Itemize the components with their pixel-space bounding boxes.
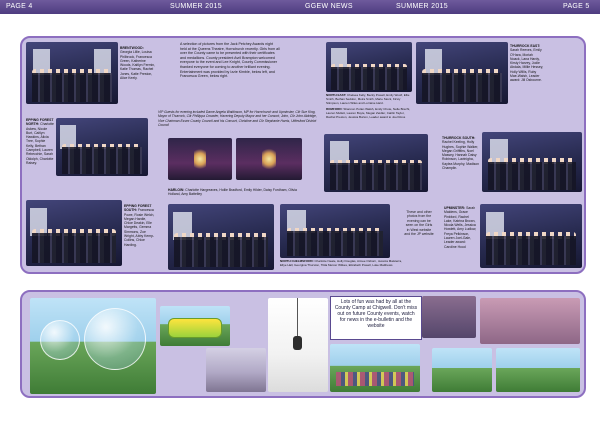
- thurrock-east-photo: [416, 42, 508, 104]
- epping-north-names: Charlotte Askew, Nicole Burt, Caitlyn Hawkins, Alicia Tree, Sophie Kelly, Bethan Campbell, Lauren Rebecchie, Sarah Oldolph, Charlotte Raisey.: [26, 122, 54, 165]
- francesca-green-photo: [236, 138, 302, 180]
- craft-photo: [422, 296, 476, 338]
- romford-title: ROMFORD:: [326, 107, 343, 111]
- thurrock-east-caption: [510, 44, 544, 83]
- harlow-names: Charlotte Hargreaves, Hollie Bradford, Emily Hilder, Daisy Fordham, Olivia Holland, Amy Battelley: [168, 188, 297, 197]
- epping-south-title: EPPING FOREST SOUTH:: [124, 204, 152, 213]
- epping-north-photo: [56, 118, 148, 176]
- harlow-caption: [168, 188, 302, 197]
- left-season: SUMMER 2015: [170, 3, 222, 10]
- right-season: SUMMER 2015: [396, 3, 448, 10]
- camp-activity-photo: [206, 348, 266, 392]
- brentwood-caption: [120, 46, 156, 80]
- thurrock-south-photo: [482, 132, 582, 192]
- north-chelmsford-photo: [280, 204, 390, 258]
- north-east-title: NORTH EAST:: [326, 93, 347, 97]
- brentwood-photo: [26, 42, 118, 104]
- vip-text: VIP Guests for evening included Dame Angela Watkinson, MP for Hornchurch and Upminster, Cllr Sue King, Mayor of Thurrock, Cllr Phillippa Crowder, Havering Deputy Mayor and her Consort, John, Cllr John Aldridge, Vice Chairman Essex County Council and his Consort, Christine and Cllr Stephanie Harris, Uttlesford District Council: [158, 110, 317, 127]
- epping-south-photo: [26, 200, 122, 266]
- awards-panel: [20, 36, 586, 274]
- north-east-caption: [326, 94, 412, 105]
- upminster-caption: [444, 206, 478, 249]
- thurrock-south-caption: [442, 136, 480, 170]
- north-east-names: Chelsea Kelly, Becky Powell, Emily Woolf, Ellie Smith, Bethan Seddon, Moira Smith, Marie Stock, Kirsty Stimpson, Lauren Wiles and Lorraine Hard.: [326, 93, 410, 105]
- right-page-number: PAGE 5: [563, 3, 590, 10]
- camp-panel: [20, 290, 586, 398]
- brentwood-title: BRENTWOOD:: [120, 46, 144, 50]
- climbing-photo: [268, 298, 328, 392]
- bouncy-castle-photo: [160, 306, 230, 346]
- romford-photo: [324, 134, 428, 192]
- field-games-photo: [432, 348, 492, 392]
- epping-north-caption: [26, 118, 54, 165]
- epping-south-names: Francesca Powe, Rosie Welch, Megan Hardie, Chloe Deakin, Elle Margetts, Gemma Simmons, Zoe Wright, Abby Kemp-Collins, Chloe Harding.: [124, 208, 155, 247]
- camp-message: Lots of fun was had by all at the County Camp at Chigwell. Don't miss out on future County events, watch for news in the e-bulletin and the website: [330, 296, 422, 340]
- epping-south-caption: [124, 204, 156, 247]
- brentwood-names: Georgia Lillie, Louisa Philbrook, Francesca Green, Katherine Woods, Kaitlyn Fermin, Katie Thomas, Rachel Jones, Katie Preston, Alice Keely.: [120, 50, 155, 81]
- camp-group-photo: [330, 344, 420, 392]
- romford-names: Shannon Potter-Walsh, Emily Chote, Nelle Brecht, Lauren Mullett, Lauren Boyle, Megan Zeidler, Caitlin Taylor, Rachel Preston, Jessica Burton, Leader award to Joel Ross: [326, 107, 411, 119]
- upminster-names: Sarah Maidens, Grace Pinkford, Rachel Lake, Katrina Brown, Nicola Wells, Jessica Howlett, Amy Ludlow, Freya Pelkinson, Lauren Joel-Gale, Leader award: Caroline Hood: [444, 206, 477, 249]
- leaders-photo: [480, 298, 580, 344]
- header-bar: [0, 0, 600, 14]
- north-chelmsford-names: Charlotte Neale, Holly Douglas, Aimee Osborn, Jessica Maisterra, Ellye Hall, Georgina Thurston, Tilda Mercer Wilkes, Elizabeth Powell, Luke Matthews: [280, 259, 403, 267]
- thurrock-east-names: Sarah Reeves, Emily O'Hara, Moriah Noack, Lana Hardy, Kirsty Harvey, Jodie Abdala, Millie Hessey, Holly Willis, Ruby Mae-Walsh, Leader award: Jill Osbourne.: [510, 48, 544, 83]
- harlow-title: HARLOW:: [168, 188, 185, 192]
- intro-text: A selection of pictures from the Jack Petchey Awards night held at the Queens Theatre, Hornchurch recently. Girls from all over the County came to be presented with their certificates and medallions. County president Avril Brampton welcomed everyone to the event and Lee Knight, County Commissioner thanked everyone for coming to another brilliant evening. Entertainment was provided by Izzie Kimble, below left, and Francesca Green, below right.: [180, 42, 280, 79]
- north-chelmsford-title: NORTH CHELMSFORD:: [280, 259, 314, 263]
- left-page-number: PAGE 4: [6, 3, 33, 10]
- upminster-photo: [480, 204, 582, 268]
- romford-caption: [326, 108, 412, 119]
- epping-north-title: EPPING FOREST NORTH:: [26, 118, 54, 127]
- upminster-title: UPMINSTER:: [444, 206, 466, 210]
- more-photos-note: These and other photos from the evening can be seen on the Girls in West website and the JP website: [404, 210, 434, 237]
- newsletter-title: GGEW NEWS: [305, 3, 353, 10]
- zorb-balls-photo: [30, 298, 156, 394]
- thurrock-east-title: THURROCK EAST:: [510, 44, 541, 48]
- north-chelmsford-caption: [280, 260, 404, 267]
- camp-tents-photo: [496, 348, 580, 392]
- north-east-photo: [326, 42, 412, 92]
- thurrock-south-names: Rachel Keeling, Holly Hughes, Sophie Walker, Megan Griffiths, Noel Massey, Hannah Daisy Robinson, Lavinigha, Kaylea Murphy, Madison Champlin.: [442, 140, 480, 171]
- harlow-photo: [168, 204, 274, 270]
- izzie-kimble-photo: [168, 138, 232, 180]
- thurrock-south-title: THURROCK SOUTH:: [442, 136, 476, 140]
